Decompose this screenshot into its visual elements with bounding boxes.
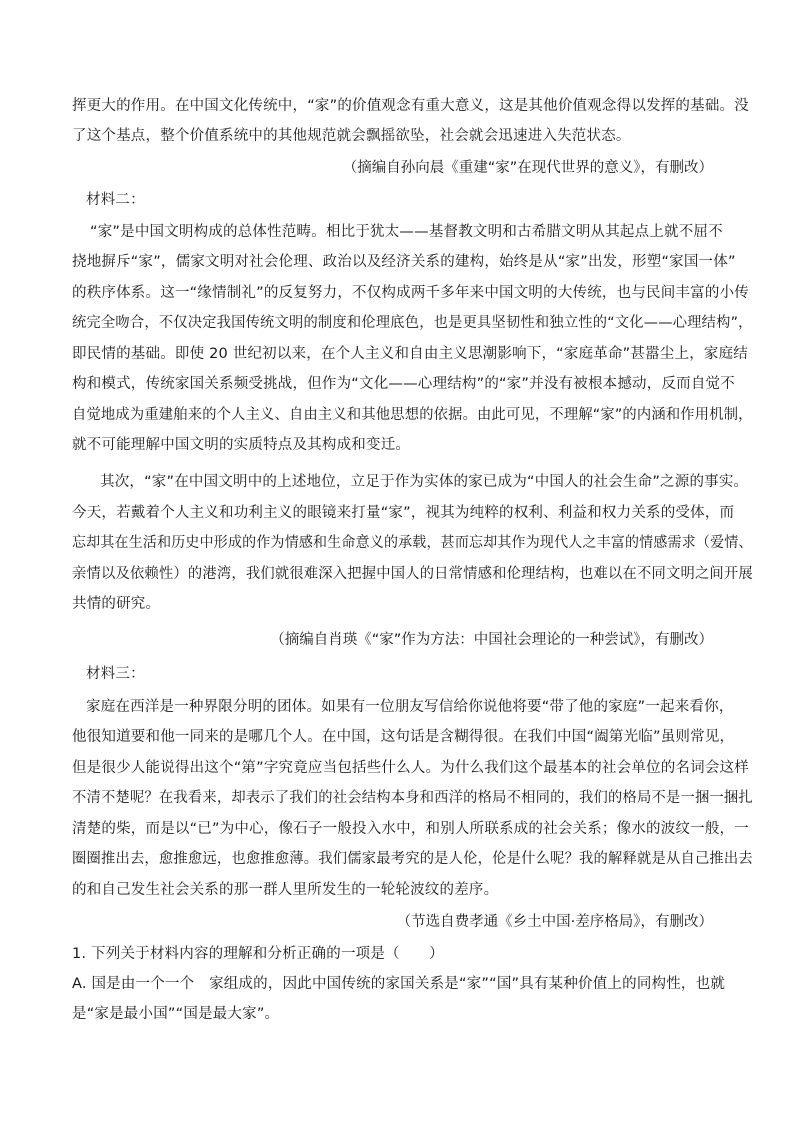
text-line: 清楚的柴，而是以“已”为中心，像石子一般投入水中，和别人所联系成的社会关系；像水的波纹一般，一 xyxy=(72,821,749,837)
text-line: 挥更大的作用。在中国文化传统中，“家”的价值观念有重大意义，这是其他价值观念得以发挥的基础。没 xyxy=(72,98,749,114)
text-line: 其次，“家”在中国文明中的上述地位，立足于作为实体的家已成为“中国人的社会生命”之源的事实。 xyxy=(100,474,749,490)
text-line: 亲情以及依赖性）的港湾，我们就很难深入把握中国人的日常情感和伦理结构，也难以在不同文明之间开展 xyxy=(72,566,753,582)
option-a-line: A. 国是由一个一个 家组成的，因此中国传统的家国关系是“家”“国”具有某种价值上的同构性，也就 xyxy=(72,976,726,992)
text-line: 就不可能理解中国文明的实质特点及其构成和变迁。 xyxy=(72,437,411,453)
text-line: 构和模式，传统家国关系频受挑战，但作为“文化——心理结构”的“家”并没有被根本撼动，反而自觉不 xyxy=(72,376,735,392)
text-line: 自觉地成为重建舶来的个人主义、自由主义和其他思想的依据。由此可见，不理解“家”的内涵和作用机制， xyxy=(72,407,753,423)
text-line: 即民情的基础。即使 20 世纪初以来，在个人主义和自由主义思潮影响下，“家庭革命”甚嚣尘上，家庭结 xyxy=(72,346,748,362)
section-heading: 材料三： xyxy=(86,666,145,682)
text-line: “家”是中国文明构成的总体性范畴。相比于犹太——基督教文明和古希腊文明从其起点上就不屈不 xyxy=(90,224,723,240)
option-a-line: 是“家是最小国”“国是最大家”。 xyxy=(72,1006,280,1022)
text-line: 共情的研究。 xyxy=(72,596,161,612)
text-line: 但是很少人能说得出这个“第”字究竟应当包括些什么人。为什么我们这个最基本的社会单位的名词会这样 xyxy=(72,760,749,776)
section-heading: 材料二： xyxy=(86,192,145,208)
text-line: 圈圈推出去，愈推愈远，也愈推愈薄。我们儒家最考究的是人伦，伦是什么呢？我的解释就是从自己推出去 xyxy=(72,851,753,867)
text-line: 挠地摒斥“家”，儒家文明对社会伦理、政治以及经济关系的建构，始终是从“家”出发，形塑“家国一体” xyxy=(72,254,736,270)
text-line: 他很知道要和他一同来的是哪几个人。在中国，这句话是含糊得很。在我们中国“阖第光临”虽则常见， xyxy=(72,729,735,745)
text-line: 家庭在西洋是一种界限分明的团体。如果有一位朋友写信给你说他将要“带了他的家庭”一起来看你， xyxy=(86,699,734,715)
text-line: 今天，若戴着个人主义和功利主义的眼镜来打量“家”，视其为纯粹的权利、利益和权力关系的受体，而 xyxy=(72,505,735,521)
question-stem: 1. 下列关于材料内容的理解和分析正确的一项是（ ） xyxy=(72,946,444,962)
text-line: 的秩序体系。这一“缘情制礼”的反复努力，不仅构成两千多年来中国文明的大传统，也与民间丰富的小传 xyxy=(72,285,749,301)
text-line: 的和自己发生社会关系的那一群人里所发生的一轮轮波纹的差序。 xyxy=(72,882,499,898)
text-line: 了这个基点，整个价值系统中的其他规范就会飘摇欲坠，社会就会迅速进入失范状态。 xyxy=(72,128,631,144)
text-line: 不清不楚呢？在我看来，却表示了我们的社会结构本身和西洋的格局不相同的，我们的格局不是一捆一捆扎 xyxy=(72,790,753,806)
text-line: 统完全吻合，不仅决定我国传统文明的制度和伦理底色，也是更具坚韧性和独立性的“文化——心理结构”， xyxy=(72,315,753,331)
source-citation: （摘编自肖瑛《“家”作为方法：中国社会理论的一种尝试》，有删改） xyxy=(270,632,713,648)
source-citation: （摘编自孙向晨《重建“家”在现代世界的意义》，有删改） xyxy=(342,160,713,176)
source-citation: （节选自费孝通《乡土中国·差序格局》，有删改） xyxy=(396,914,713,930)
text-line: 忘却其在生活和历史中形成的作为情感和生命意义的承载，甚而忘却其作为现代人之丰富的情感需求（爱情、 xyxy=(72,535,753,551)
